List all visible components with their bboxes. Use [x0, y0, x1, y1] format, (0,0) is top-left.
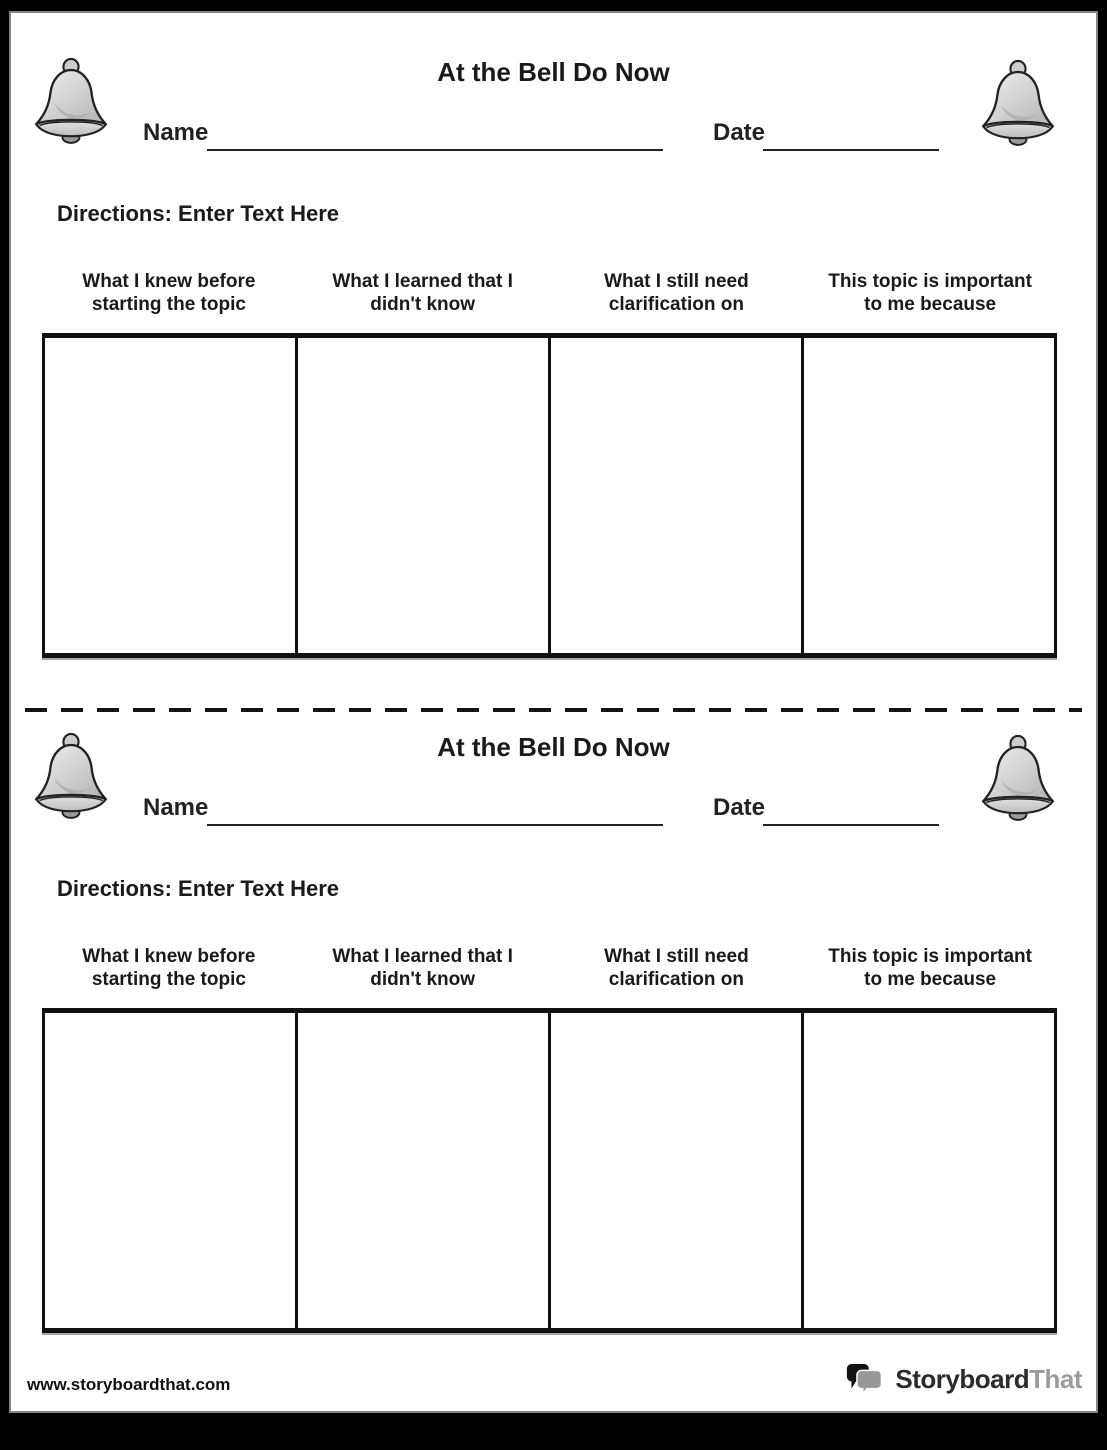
name-label: Name	[143, 794, 209, 821]
response-cell-3[interactable]	[551, 1013, 804, 1328]
column-header-4: This topic is important to me because	[828, 271, 1032, 315]
column-header-2: What I learned that I didn't know	[332, 946, 513, 990]
column-header-2: What I learned that I didn't know	[332, 271, 513, 315]
response-cell-1[interactable]	[45, 338, 298, 653]
worksheet-page	[9, 11, 1098, 1413]
directions-text: Directions: Enter Text Here	[57, 876, 340, 901]
response-cell-2[interactable]	[298, 338, 551, 653]
worksheet-title: At the Bell Do Now	[437, 57, 670, 87]
logo-text	[895, 1364, 1082, 1395]
storyboardthat-logo	[846, 1363, 1082, 1396]
response-cell-4[interactable]	[804, 338, 1054, 653]
directions-text: Directions: Enter Text Here	[57, 201, 340, 226]
logo-text-storyboard: Storyboard	[895, 1364, 1030, 1394]
column-header-1: What I knew before starting the topic	[82, 946, 256, 990]
response-cell-4[interactable]	[804, 1013, 1054, 1328]
worksheet-section-2	[11, 688, 1096, 1363]
column-header-3: What I still need clarification on	[604, 271, 749, 315]
column-headers	[42, 270, 1057, 316]
response-cell-1[interactable]	[45, 1013, 298, 1328]
date-label: Date	[713, 794, 766, 821]
date-label: Date	[713, 119, 766, 146]
response-cell-3[interactable]	[551, 338, 804, 653]
column-header-3: What I still need clarification on	[604, 946, 749, 990]
date-input-line[interactable]	[763, 824, 939, 826]
website-url: www.storyboardthat.com	[27, 1375, 231, 1394]
name-input-line[interactable]	[207, 824, 663, 826]
column-header-1: What I knew before starting the topic	[82, 271, 256, 315]
storyboardthat-speech-bubbles-icon	[846, 1363, 886, 1396]
response-table	[42, 1008, 1057, 1333]
logo-text-that: That	[1029, 1364, 1082, 1394]
name-input-line[interactable]	[207, 149, 663, 151]
response-table	[42, 333, 1057, 658]
column-header-4: This topic is important to me because	[828, 946, 1032, 990]
worksheet-section-1	[11, 13, 1096, 688]
date-input-line[interactable]	[763, 149, 939, 151]
response-cell-2[interactable]	[298, 1013, 551, 1328]
worksheet-title: At the Bell Do Now	[437, 732, 670, 762]
column-headers	[42, 945, 1057, 991]
name-label: Name	[143, 119, 209, 146]
